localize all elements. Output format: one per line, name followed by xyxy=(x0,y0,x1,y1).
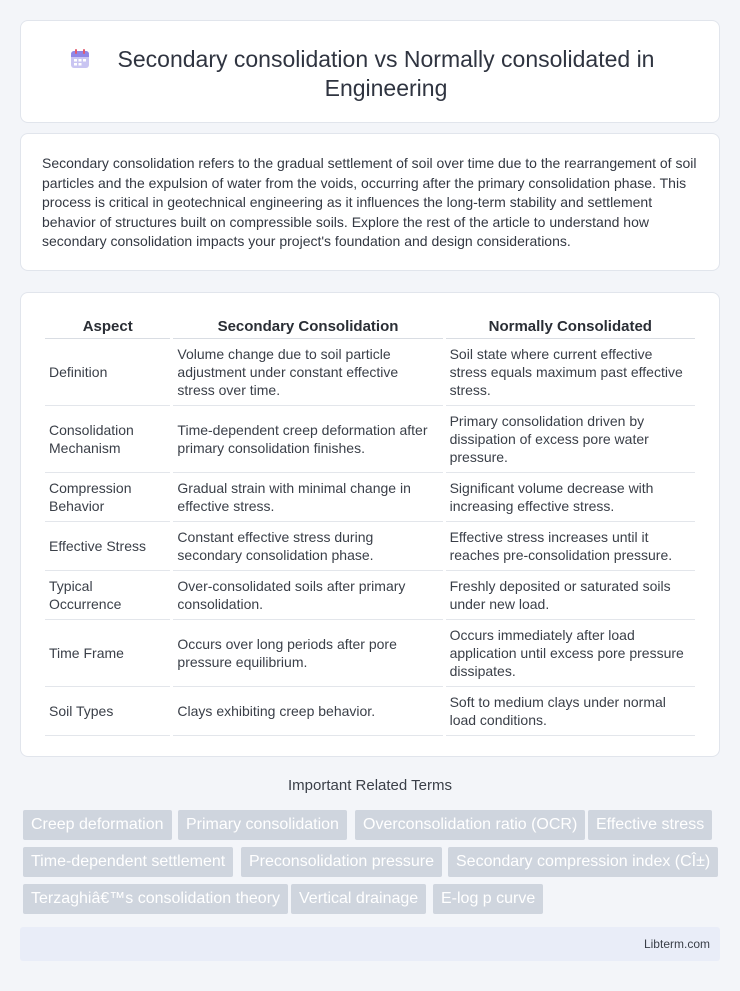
header-normal: Normally Consolidated xyxy=(446,317,695,339)
header-aspect: Aspect xyxy=(45,317,170,339)
related-tag-terzaghi-theory[interactable]: Terzaghiâ€™s consolidation theory xyxy=(23,884,288,914)
related-terms-heading: Important Related Terms xyxy=(288,777,452,794)
row-aspect: Soil Types xyxy=(45,687,170,736)
table-row xyxy=(45,339,695,406)
row-aspect: Typical Occurrence xyxy=(45,571,170,620)
footer-site-link[interactable]: Libterm.com xyxy=(643,937,710,951)
related-tag-creep-deformation[interactable]: Creep deformation xyxy=(23,810,172,840)
row-secondary: Constant effective stress during secondary consolidation phase. xyxy=(173,522,442,571)
row-secondary: Volume change due to soil particle adjustment under constant effective stress over time. xyxy=(173,339,442,406)
row-normal: Effective stress increases until it reaches pre-consolidation pressure. xyxy=(446,522,695,571)
table-row xyxy=(45,620,695,687)
related-tag-e-log-p-curve[interactable]: E-log p curve xyxy=(433,884,543,914)
title-card xyxy=(20,20,720,123)
row-normal: Significant volume decrease with increasing effective stress. xyxy=(446,473,695,522)
row-normal: Soil state where current effective stress equals maximum past effective stress. xyxy=(446,339,695,406)
row-aspect: Consolidation Mechanism xyxy=(45,406,170,473)
related-tag-secondary-compression-index[interactable]: Secondary compression index (CÎ±) xyxy=(448,847,718,877)
table-header-row xyxy=(45,317,695,339)
row-aspect: Effective Stress xyxy=(45,522,170,571)
related-tag-preconsolidation-pressure[interactable]: Preconsolidation pressure xyxy=(241,847,442,877)
row-secondary: Gradual strain with minimal change in effective stress. xyxy=(173,473,442,522)
row-aspect: Time Frame xyxy=(45,620,170,687)
related-tag-ocr[interactable]: Overconsolidation ratio (OCR) xyxy=(355,810,585,840)
row-secondary: Over-consolidated soils after primary consolidation. xyxy=(173,571,442,620)
row-secondary: Clays exhibiting creep behavior. xyxy=(173,687,442,736)
comparison-table-card xyxy=(20,292,720,757)
table-row xyxy=(45,406,695,473)
related-tag-effective-stress[interactable]: Effective stress xyxy=(588,810,712,840)
related-tag-time-dependent-settlement[interactable]: Time-dependent settlement xyxy=(23,847,233,877)
row-secondary: Occurs over long periods after pore pressure equilibrium. xyxy=(173,620,442,687)
table-row xyxy=(45,687,695,736)
header-secondary: Secondary Consolidation xyxy=(173,317,442,339)
row-secondary: Time-dependent creep deformation after primary consolidation finishes. xyxy=(173,406,442,473)
table-row xyxy=(45,522,695,571)
page-title-text: Secondary consolidation vs Normally consolidated in Engineering xyxy=(117,46,655,101)
comparison-table xyxy=(42,317,698,736)
row-normal: Soft to medium clays under normal load conditions. xyxy=(446,687,695,736)
related-tag-vertical-drainage[interactable]: Vertical drainage xyxy=(291,884,426,914)
footer xyxy=(20,927,720,961)
row-normal: Occurs immediately after load application until excess pore pressure dissipates. xyxy=(446,620,695,687)
row-aspect: Compression Behavior xyxy=(45,473,170,522)
page-title xyxy=(21,45,719,103)
intro-paragraph: Secondary consolidation refers to the gradual settlement of soil over time due to the rearrangement of soil particles and the expulsion of water from the voids, occurring after the primary consolidation phase. This process is critical in geotechnical engineering as it influences the long-term stability and settlement behavior of structures built on compressible soils. Explore the rest of the article to understand how secondary consolidation impacts your project's foundation and design considerations. xyxy=(42,155,697,250)
related-tag-primary-consolidation[interactable]: Primary consolidation xyxy=(178,810,347,840)
row-aspect: Definition xyxy=(45,339,170,406)
row-normal: Freshly deposited or saturated soils under new load. xyxy=(446,571,695,620)
row-normal: Primary consolidation driven by dissipation of excess pore water pressure. xyxy=(446,406,695,473)
intro-card xyxy=(20,133,720,271)
table-row xyxy=(45,473,695,522)
table-row xyxy=(45,571,695,620)
